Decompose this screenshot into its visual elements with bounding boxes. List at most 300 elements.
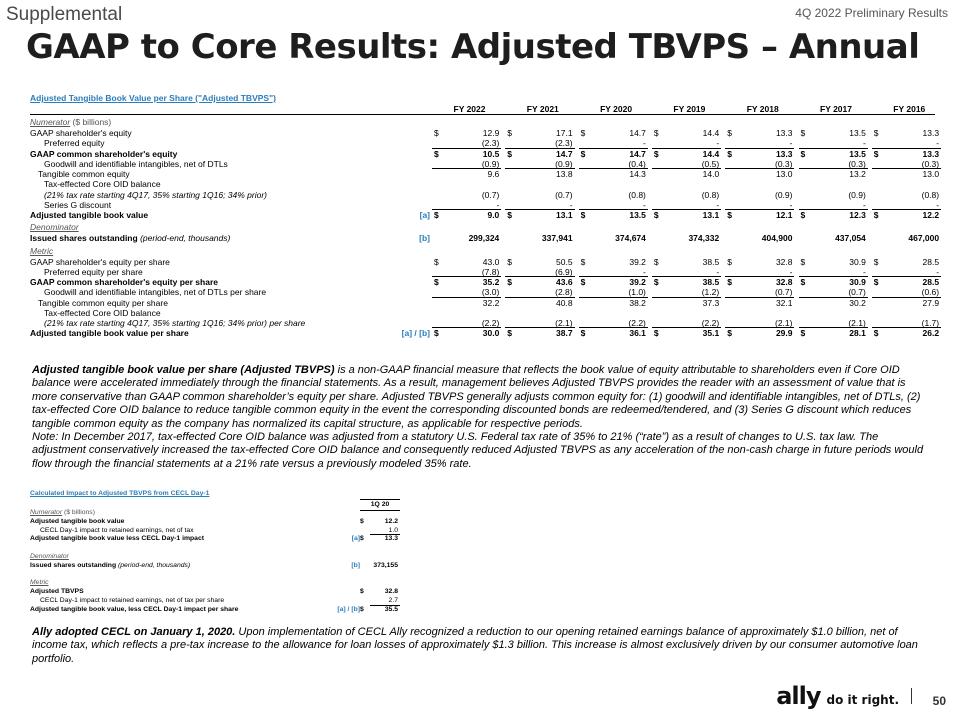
cell-value: (2.8) bbox=[555, 287, 573, 298]
cell-value: (0.5) bbox=[701, 158, 720, 169]
row-label: Tax-effected Core OID balance bbox=[44, 307, 161, 318]
unit-label: ($ billions) bbox=[72, 117, 112, 127]
currency-symbol: $ bbox=[727, 328, 732, 339]
cell-value: 14.7 bbox=[629, 128, 646, 138]
cell-value: 13.5 bbox=[849, 148, 866, 159]
unit-label: ($ billions) bbox=[64, 509, 95, 516]
table-row bbox=[30, 148, 940, 159]
currency-symbol: $ bbox=[873, 210, 879, 220]
cell-value: - bbox=[496, 199, 500, 210]
table-cell bbox=[579, 138, 648, 148]
table-cell bbox=[652, 210, 721, 220]
table-cell bbox=[505, 149, 574, 159]
cell-value: 30.2 bbox=[849, 297, 866, 308]
cell-value: 32.8 bbox=[775, 277, 793, 287]
table-cell bbox=[652, 277, 721, 287]
cell-value: 38.5 bbox=[702, 277, 720, 287]
cell-value: (3.0) bbox=[481, 287, 500, 298]
table-row bbox=[30, 328, 940, 339]
currency-symbol: $ bbox=[434, 256, 439, 267]
table-cell bbox=[505, 159, 574, 169]
table-cell bbox=[799, 287, 868, 297]
cell-value: 12.3 bbox=[849, 210, 866, 220]
cell-value: 12.9 bbox=[482, 128, 500, 138]
currency-symbol: $ bbox=[800, 210, 806, 220]
table-cell bbox=[725, 169, 794, 179]
currency-symbol: $ bbox=[434, 210, 439, 220]
table-row bbox=[30, 179, 935, 189]
table-row bbox=[30, 138, 940, 149]
table-cell bbox=[432, 298, 501, 308]
cecl-lead: Ally adopted CECL on January 1, 2020. bbox=[32, 626, 236, 638]
table-row bbox=[30, 233, 940, 244]
table-cell bbox=[432, 149, 501, 159]
cell-value: (1.7) bbox=[921, 318, 940, 328]
currency-symbol: $ bbox=[580, 210, 586, 220]
row-label-wrap bbox=[44, 267, 143, 277]
currency-symbol: $ bbox=[800, 148, 806, 159]
table-row bbox=[30, 606, 400, 615]
row-label: Preferred equity bbox=[44, 138, 105, 149]
page-number: 50 bbox=[932, 694, 946, 708]
cell-value: (2.2) bbox=[701, 318, 720, 328]
row-tag: [a] / [b] bbox=[337, 605, 360, 613]
table-cell bbox=[432, 190, 501, 200]
cell-value: - bbox=[643, 266, 646, 277]
table-cell bbox=[799, 149, 868, 159]
table-cell bbox=[505, 210, 574, 220]
table-row bbox=[30, 535, 400, 544]
table-cell bbox=[652, 200, 721, 210]
currency-symbol: $ bbox=[873, 277, 879, 287]
table-cell bbox=[725, 257, 794, 267]
cell-value: (0.6) bbox=[921, 287, 940, 298]
currency-symbol: $ bbox=[800, 128, 806, 138]
cell-value: 28.5 bbox=[922, 256, 940, 267]
row-label: Adjusted tangible book value, less CECL Day-1 impact per share bbox=[30, 605, 239, 613]
table-cell bbox=[725, 159, 794, 169]
currency-symbol: $ bbox=[580, 277, 586, 287]
currency-symbol: $ bbox=[800, 256, 806, 267]
ally-wordmark: ally bbox=[776, 682, 821, 710]
cell-value: 32.1 bbox=[775, 297, 793, 308]
table-title: Adjusted Tangible Book Value per Share ("Adjusted TBVPS") bbox=[30, 93, 276, 103]
table-cell bbox=[725, 210, 794, 220]
cell-value: 32.8 bbox=[384, 588, 398, 596]
cell-value: 374,332 bbox=[688, 233, 720, 244]
table-row bbox=[30, 562, 400, 571]
row-label: Adjusted TBVPS bbox=[30, 588, 84, 596]
row-tag: [b] bbox=[351, 561, 360, 569]
table-cell bbox=[872, 287, 941, 297]
table-row bbox=[30, 297, 940, 308]
table-cell bbox=[725, 149, 794, 159]
table-cell bbox=[505, 298, 574, 308]
table-row bbox=[30, 210, 940, 220]
cell-value: - bbox=[936, 138, 940, 149]
cell-value: - bbox=[862, 138, 866, 149]
section-label-wrap bbox=[30, 115, 111, 129]
section-label-wrap bbox=[30, 244, 53, 258]
table-row bbox=[30, 597, 400, 606]
table-cell bbox=[432, 328, 501, 338]
table-cell bbox=[579, 159, 648, 169]
currency-symbol: $ bbox=[873, 256, 879, 267]
cell-value: (6.9) bbox=[555, 266, 573, 277]
table-cell bbox=[872, 128, 941, 138]
table-cell bbox=[505, 318, 574, 328]
spacer-row bbox=[30, 544, 400, 553]
cell-value: 38.5 bbox=[702, 256, 720, 267]
cell-value: (2.3) bbox=[481, 138, 500, 149]
table-row bbox=[30, 553, 400, 562]
table-cell bbox=[799, 298, 868, 308]
cell-value: 299,324 bbox=[468, 233, 500, 244]
table-cell bbox=[432, 277, 501, 287]
cell-value: (2.1) bbox=[555, 318, 573, 328]
table-cell bbox=[725, 138, 794, 148]
row-label: (21% tax rate starting 4Q17, 35% starting 1Q16; 34% prior) bbox=[44, 189, 268, 200]
cell-value: - bbox=[789, 266, 793, 277]
table-cell bbox=[505, 200, 574, 210]
section-label: Denominator bbox=[30, 552, 69, 560]
table-row bbox=[30, 518, 400, 527]
table-row bbox=[30, 579, 400, 588]
row-label-wrap bbox=[44, 138, 104, 148]
table-cell bbox=[799, 159, 868, 169]
table-cell bbox=[432, 138, 501, 148]
cecl-column-header: 1Q 20 bbox=[360, 499, 400, 511]
cell-value: 13.3 bbox=[922, 128, 940, 138]
table-cell bbox=[579, 149, 648, 159]
row-tag: [a] / [b] bbox=[401, 328, 430, 339]
currency-symbol: $ bbox=[507, 277, 513, 287]
row-label: Goodwill and identifiable intangibles, net of DTLs bbox=[44, 158, 228, 169]
cell-value: 29.9 bbox=[775, 328, 793, 339]
table-cell bbox=[799, 328, 868, 338]
column-header: FY 2020 bbox=[600, 104, 633, 114]
cell-value: 14.4 bbox=[702, 148, 720, 159]
cell-value: 27.9 bbox=[922, 297, 940, 308]
row-label-wrap bbox=[44, 190, 267, 200]
table-cell bbox=[872, 318, 941, 328]
table-cell bbox=[799, 169, 868, 179]
cell-value: 13.1 bbox=[556, 210, 573, 220]
table-cell bbox=[725, 287, 794, 297]
cell-value: 9.0 bbox=[487, 210, 500, 220]
section-label: Metric bbox=[30, 245, 54, 256]
table-row bbox=[30, 256, 940, 267]
table-cell bbox=[872, 169, 941, 179]
cell-value: 26.2 bbox=[922, 328, 940, 339]
table-cell bbox=[872, 149, 941, 159]
cell-value: 2.7 bbox=[388, 596, 398, 604]
cell-value: 14.3 bbox=[629, 169, 646, 179]
table-cell bbox=[505, 267, 574, 277]
cell-value: (0.4) bbox=[628, 158, 646, 169]
table-cell bbox=[799, 210, 868, 220]
table-cell bbox=[579, 169, 648, 179]
row-label: GAAP shareholder's equity per share bbox=[30, 256, 170, 267]
currency-symbol: $ bbox=[580, 256, 586, 267]
cell-value: - bbox=[862, 266, 866, 277]
column-header: FY 2019 bbox=[673, 104, 706, 114]
cell-value: 13.3 bbox=[384, 535, 398, 543]
table-cell bbox=[725, 267, 794, 277]
row-label: Tangible common equity per share bbox=[38, 297, 168, 308]
table-cell bbox=[505, 128, 574, 138]
cell-value: 10.5 bbox=[482, 148, 500, 159]
cell-value: 43.0 bbox=[482, 256, 500, 267]
row-label-wrap bbox=[44, 200, 111, 210]
currency-symbol: $ bbox=[507, 148, 513, 159]
cell-value: 12.1 bbox=[775, 210, 793, 220]
cell-value: 13.5 bbox=[629, 210, 646, 220]
currency-symbol: $ bbox=[434, 148, 439, 159]
table-cell bbox=[652, 138, 721, 148]
table-cell bbox=[505, 287, 574, 297]
cell-value: 12.2 bbox=[384, 517, 398, 525]
cell-value: 13.2 bbox=[849, 169, 866, 179]
currency-symbol: $ bbox=[727, 128, 732, 138]
table-cell bbox=[579, 298, 648, 308]
table-cell bbox=[652, 298, 721, 308]
currency-symbol: $ bbox=[653, 128, 659, 138]
row-label: CECL Day-1 impact to retained earnings, net of tax bbox=[40, 526, 194, 534]
table-cell bbox=[725, 128, 794, 138]
cell-value: 13.8 bbox=[556, 169, 573, 179]
table-cell bbox=[432, 200, 501, 210]
cell-value: 38.2 bbox=[629, 297, 646, 308]
table-row bbox=[30, 318, 940, 328]
table-row bbox=[30, 199, 940, 210]
cell-value: 32.8 bbox=[775, 256, 793, 267]
cell-value: 12.2 bbox=[922, 210, 940, 220]
table-row bbox=[30, 266, 940, 277]
cell-value: - bbox=[936, 266, 940, 277]
cell-value: - bbox=[716, 138, 720, 149]
row-label: GAAP shareholder's equity bbox=[30, 128, 132, 138]
table-cell bbox=[725, 277, 794, 287]
cell-value: 35.2 bbox=[482, 277, 500, 287]
cell-value: - bbox=[716, 199, 720, 210]
row-tag: [a] bbox=[419, 210, 430, 220]
cell-value: - bbox=[643, 199, 646, 210]
row-label-wrap bbox=[44, 318, 305, 328]
cell-value: 14.7 bbox=[629, 148, 646, 159]
section-label: Supplemental bbox=[6, 4, 123, 25]
table-cell bbox=[725, 190, 794, 200]
cell-value: 38.7 bbox=[556, 328, 573, 339]
cell-value: 13.5 bbox=[849, 128, 866, 138]
table-cell bbox=[432, 210, 501, 220]
row-sublabel: (period-end, thousands) bbox=[118, 561, 191, 569]
table-cell bbox=[432, 233, 501, 243]
table-cell bbox=[872, 233, 941, 243]
table-cell bbox=[799, 128, 868, 138]
table-cell bbox=[652, 159, 721, 169]
column-header: FY 2021 bbox=[526, 104, 559, 114]
row-label-wrap bbox=[30, 128, 132, 138]
table-cell bbox=[505, 277, 574, 287]
table-cell bbox=[872, 159, 941, 169]
currency-symbol: $ bbox=[360, 517, 364, 525]
currency-symbol: $ bbox=[727, 256, 732, 267]
table-cell bbox=[872, 190, 941, 200]
currency-symbol: $ bbox=[580, 148, 586, 159]
table-cell bbox=[505, 233, 574, 243]
cell-value: 30.0 bbox=[482, 328, 500, 339]
row-label: GAAP common shareholder's equity per share bbox=[30, 277, 218, 287]
cell-value: (0.8) bbox=[701, 189, 720, 200]
explanation-lead: Adjusted tangible book value per share (Adjusted TBVPS) bbox=[32, 364, 335, 376]
table-row bbox=[30, 287, 940, 298]
row-label-wrap bbox=[44, 179, 161, 189]
cell-value: 337,941 bbox=[541, 233, 573, 244]
tbvps-explanation bbox=[32, 364, 932, 471]
currency-symbol: $ bbox=[360, 588, 364, 596]
table-cell bbox=[505, 138, 574, 148]
table-cell bbox=[652, 149, 721, 159]
table-cell bbox=[579, 257, 648, 267]
cell-value: (0.3) bbox=[921, 158, 940, 169]
cell-value: 373,155 bbox=[373, 561, 398, 569]
section-label: Denominator bbox=[30, 222, 79, 233]
table-cell bbox=[652, 190, 721, 200]
cell-value: - bbox=[936, 199, 940, 210]
row-label: Issued shares outstanding bbox=[30, 233, 138, 244]
table-cell bbox=[799, 190, 868, 200]
currency-symbol: $ bbox=[873, 128, 879, 138]
cell-value: 404,900 bbox=[761, 233, 793, 244]
currency-symbol: $ bbox=[507, 210, 513, 220]
currency-symbol: $ bbox=[727, 277, 732, 287]
table-cell bbox=[725, 233, 794, 243]
table-row bbox=[30, 588, 400, 597]
currency-symbol: $ bbox=[800, 328, 806, 339]
table-cell bbox=[579, 287, 648, 297]
adjusted-tbvps-table bbox=[30, 93, 940, 339]
row-sublabel: (period-end, thousands) bbox=[140, 233, 231, 244]
table-cell bbox=[432, 159, 501, 169]
cell-value: (2.2) bbox=[628, 318, 646, 328]
cell-value: 9.6 bbox=[487, 169, 500, 179]
table-cell bbox=[872, 200, 941, 210]
row-label: GAAP common shareholder's equity bbox=[30, 148, 178, 159]
cell-value: (2.1) bbox=[848, 318, 866, 328]
table-cell bbox=[725, 318, 794, 328]
table-cell bbox=[505, 169, 574, 179]
cell-value: (0.9) bbox=[481, 158, 500, 169]
cell-value: 35.5 bbox=[384, 605, 398, 613]
cell-value: (0.7) bbox=[481, 189, 500, 200]
table-row bbox=[30, 169, 940, 179]
row-label: Tangible common equity bbox=[38, 169, 130, 179]
row-label-wrap bbox=[30, 149, 177, 159]
cell-value: - bbox=[862, 199, 866, 210]
table-cell bbox=[432, 128, 501, 138]
currency-symbol: $ bbox=[434, 277, 439, 287]
cell-value: 14.7 bbox=[556, 148, 573, 159]
table-cell bbox=[872, 138, 941, 148]
table-cell bbox=[652, 328, 721, 338]
currency-symbol: $ bbox=[653, 256, 659, 267]
cell-value: (1.2) bbox=[701, 287, 720, 298]
cell-value: 28.1 bbox=[849, 328, 866, 339]
cell-value: - bbox=[789, 199, 793, 210]
cell-value: 39.2 bbox=[629, 277, 646, 287]
table-cell bbox=[872, 277, 941, 287]
table-cell bbox=[725, 328, 794, 338]
section-label-wrap bbox=[30, 220, 79, 234]
table-cell bbox=[505, 328, 574, 338]
table-header-row bbox=[30, 104, 935, 115]
cell-value: (1.0) bbox=[628, 287, 646, 298]
cell-value: (0.7) bbox=[555, 189, 573, 200]
currency-symbol: $ bbox=[580, 328, 586, 339]
cell-value: (0.7) bbox=[775, 287, 793, 298]
section-row bbox=[30, 115, 935, 128]
table-cell bbox=[652, 257, 721, 267]
table-cell bbox=[799, 257, 868, 267]
table-cell bbox=[432, 267, 501, 277]
cell-value: 13.0 bbox=[775, 169, 793, 179]
currency-symbol: $ bbox=[873, 328, 879, 339]
cell-value: 28.5 bbox=[922, 277, 940, 287]
cell-value: (0.9) bbox=[848, 189, 866, 200]
table-cell bbox=[799, 267, 868, 277]
section-label: Numerator bbox=[30, 117, 71, 127]
table-row bbox=[30, 509, 400, 518]
currency-symbol: $ bbox=[873, 148, 879, 159]
currency-symbol: $ bbox=[360, 535, 364, 543]
currency-symbol: $ bbox=[653, 277, 659, 287]
currency-symbol: $ bbox=[580, 128, 586, 138]
table-cell bbox=[579, 190, 648, 200]
currency-symbol: $ bbox=[653, 210, 659, 220]
section-label: Numerator bbox=[30, 509, 63, 516]
row-label: Adjusted tangible book value less CECL Day-1 impact bbox=[30, 535, 204, 543]
cell-value: (0.9) bbox=[775, 189, 793, 200]
ally-tagline: do it right. bbox=[826, 693, 899, 707]
section-label: Metric bbox=[30, 579, 49, 587]
table-cell bbox=[579, 210, 648, 220]
row-label-wrap bbox=[30, 277, 218, 287]
table-row bbox=[30, 189, 940, 200]
table-cell bbox=[579, 267, 648, 277]
table-cell bbox=[432, 257, 501, 267]
cell-value: - bbox=[643, 138, 646, 149]
explanation-body: is a non-GAAP financial measure that reflects the book value of equity attributable to shareholders even if Core OID balance were accelerated immediately through the financial statements. As a result, management believes Adjusted TBVPS provides the reader with an assessment of value that is more conservative than GAAP common shareholder’s equity per share. Adjusted TBVPS generally adjusts common equity for: (1) goodwill and identifiable intangibles, net of DTLs, (2) tax-effected Core OID balance to reduce tangible common equity in the event the corresponding discounted bonds are redeemed/tendered, and (3) Series G discount which reduces tangible common equity as the company has normalized its capital structure, as applicable for respective periods. bbox=[32, 364, 921, 430]
cell-value: 1.0 bbox=[388, 526, 398, 534]
cell-value: 13.3 bbox=[922, 148, 940, 159]
cecl-table-header bbox=[30, 499, 400, 509]
table-cell bbox=[872, 267, 941, 277]
cecl-impact-table bbox=[30, 489, 400, 615]
cell-value: (7.8) bbox=[481, 266, 500, 277]
row-tag: [a] bbox=[351, 535, 360, 543]
cell-value: (2.2) bbox=[481, 318, 500, 328]
cell-value: 43.6 bbox=[556, 277, 573, 287]
table-cell bbox=[799, 200, 868, 210]
row-label: Adjusted tangible book value per share bbox=[30, 328, 189, 339]
table-cell bbox=[432, 318, 501, 328]
cell-value: 50.5 bbox=[556, 256, 573, 267]
column-header: FY 2022 bbox=[453, 104, 486, 114]
cell-value: 467,000 bbox=[908, 233, 940, 244]
table-cell bbox=[579, 318, 648, 328]
table-cell bbox=[725, 298, 794, 308]
